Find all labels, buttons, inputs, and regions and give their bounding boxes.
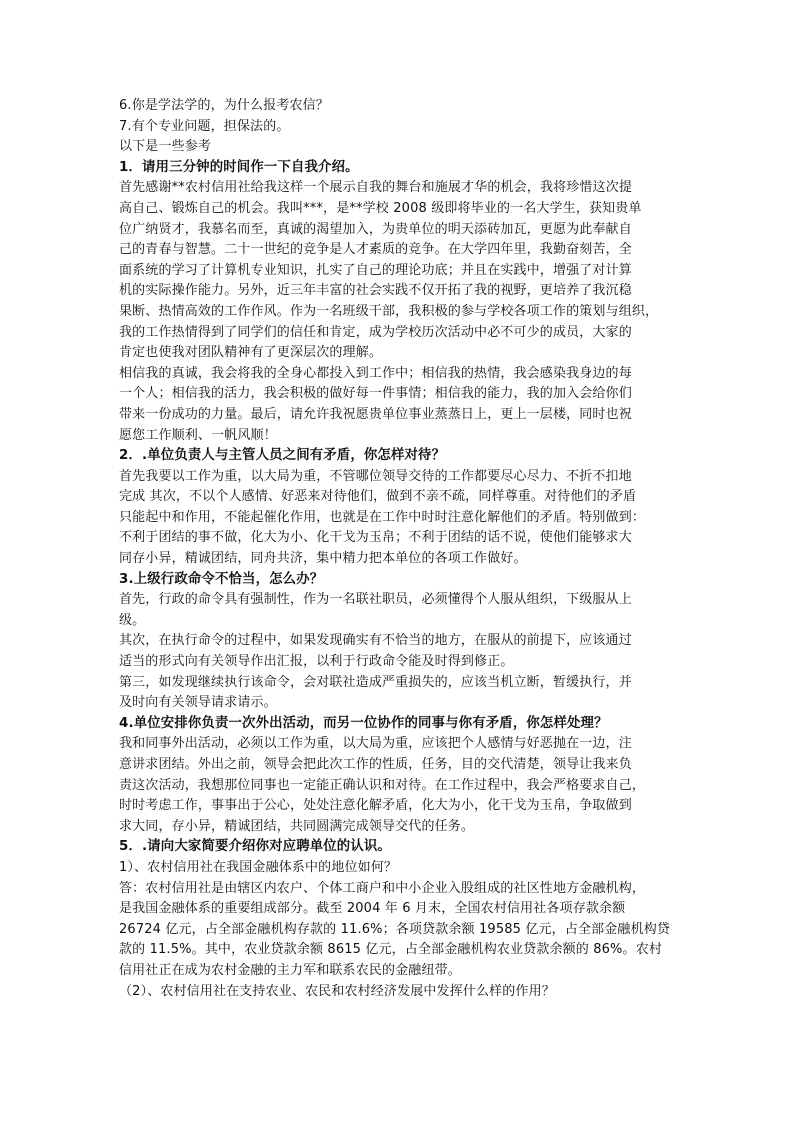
text-line: 不利于团结的事不做，化大为小、化干戈为玉帛；不利于团结的话不说，使他们能够求大 (119, 530, 632, 546)
text-line: 款的 11.5%。其中，农业贷款余额 8615 亿元，占全部金融机构农业贷款余额的 86%。农村 (119, 942, 663, 958)
text-line: 肯定也使我对团队精神有了更深层次的理解。 (119, 345, 383, 361)
text-line: 首先，行政的命令具有强制性，作为一名联社职员，必须懂得个人服从组织，下级服从上 (119, 592, 632, 608)
text-line: 一个人；相信我的活力，我会积极的做好每一件事情；相信我的能力，我的加入会给你们 (119, 386, 632, 402)
section-heading: 5．.请向大家简要介绍你对应聘单位的认识。 (119, 839, 391, 855)
text-line: 6.你是学法学的，为什么报考农信？ (119, 98, 329, 113)
text-line: 首先感谢**农村信用社给我这样一个展示自我的舞台和施展才华的机会，我将珍惜这次提 (119, 180, 633, 196)
text-line: 以下是一些参考 (119, 139, 212, 155)
text-line: 求大同，存小异，精诚团结，共同圆满完成领导交代的任务。 (119, 818, 475, 834)
section-heading: 2．.单位负责人与主管人员之间有矛盾，你怎样对待？ (119, 448, 446, 464)
text-line: 信用社正在成为农村金融的主力军和联系农民的金融纽带。 (119, 962, 461, 978)
text-line: 面系统的学习了计算机专业知识，扎实了自己的理论功底；并且在实践中，增强了对计算 (119, 262, 632, 278)
text-line: 果断、热情高效的工作作风。作为一名班级干部，我积极的参与学校各项工作的策划与组织， (119, 303, 659, 319)
text-line: 带来一份成功的力量。最后，请允许我祝愿贵单位事业蒸蒸日上，更上一层楼，同时也祝 (119, 406, 632, 422)
text-line: 是我国金融体系的重要组成部分。截至 2004 年 6 月末，全国农村信用社各项存款余额 (119, 901, 626, 917)
text-line: 其次，在执行命令的过程中，如果发现确实有不恰当的地方，在服从的前提下，应该通过 (119, 633, 632, 649)
text-line: 我的工作热情得到了同学们的信任和肯定，成为学校历次活动中必不可少的成员，大家的 (119, 324, 632, 340)
text-line: 相信我的真诚，我会将我的全身心都投入到工作中；相信我的热情，我会感染我身边的每 (119, 365, 632, 381)
text-line: 机的实际操作能力。另外，近三年丰富的社会实践不仅开拓了我的视野，更培养了我沉稳 (119, 283, 632, 299)
text-line: 意讲求团结。外出之前，领导会把此次工作的性质，任务，目的交代清楚，领导让我来负 (119, 757, 632, 772)
text-line: 完成 其次，不以个人感情、好恶来对待他们，做到不亲不疏，同样尊重。对待他们的矛盾 (119, 489, 637, 505)
text-line: 时时考虑工作，事事出于公心，处处注意化解矛盾，化大为小，化干戈为玉帛，争取做到 (119, 798, 632, 814)
text-line: （2）、农村信用社在支持农业、农民和农村经济发展中发挥什么样的作用？ (119, 983, 555, 999)
text-line: 高自己、锻炼自己的机会。我叫***，是**学校 2008 级即将毕业的一名大学生，获知贵单 (119, 200, 642, 216)
text-line: 愿您工作顺利、一帆风顺！ (119, 427, 277, 443)
text-line: 只能起中和作用，不能起催化作用，也就是在工作中时时注意化解他们的矛盾。特别做到： (119, 509, 646, 525)
text-line: 及时向有关领导请求请示。 (119, 695, 277, 711)
text-line: 1）、农村信用社在我国金融体系中的地位如何？ (119, 859, 398, 875)
text-line: 第三，如发现继续执行该命令，会对联社造成严重损失的，应该当机立断，暂缓执行，并 (119, 674, 632, 690)
text-line: 适当的形式向有关领导作出汇报，以利于行政命令能及时得到修正。 (119, 654, 514, 670)
section-heading: 1．请用三分钟的时间作一下自我介绍。 (119, 159, 359, 175)
text-line: 位广纳贤才，我慕名而至，真诚的渴望加入，为贵单位的明天添砖加瓦，更愿为此奉献自 (119, 221, 632, 237)
text-line: 26724 亿元，占全部金融机构存款的 11.6%；各项贷款余额 19585 亿元，占全部金融机构贷 (119, 921, 671, 937)
text-line: 级。 (119, 612, 146, 628)
text-line: 7.有个专业问题，担保法的。 (119, 118, 290, 134)
text-line: 首先我要以工作为重，以大局为重，不管哪位领导交待的工作都要尽心尽力、不折不扣地 (119, 468, 632, 484)
text-line: 答：农村信用社是由辖区内农户、个体工商户和中小企业入股组成的社区性地方金融机构， (119, 880, 646, 896)
section-heading: 4.单位安排你负责一次外出活动，而另一位协作的同事与你有矛盾，你怎样处理？ (119, 715, 608, 731)
section-heading: 3.上级行政命令不恰当，怎么办？ (119, 571, 324, 587)
document-body (119, 96, 675, 1002)
text-line: 同存小异，精诚团结，同舟共济，集中精力把本单位的各项工作做好。 (119, 551, 527, 567)
text-line: 己的青春与智慧。二十一世纪的竞争是人才素质的竞争。在大学四年里，我勤奋刻苦，全 (119, 242, 632, 258)
text-line: 我和同事外出活动，必须以工作为重，以大局为重，应该把个人感情与好恶抛在一边，注 (119, 736, 632, 752)
text-line: 责这次活动，我想那位同事也一定能正确认识和对待。在工作过程中，我会严格要求自己， (119, 777, 646, 793)
